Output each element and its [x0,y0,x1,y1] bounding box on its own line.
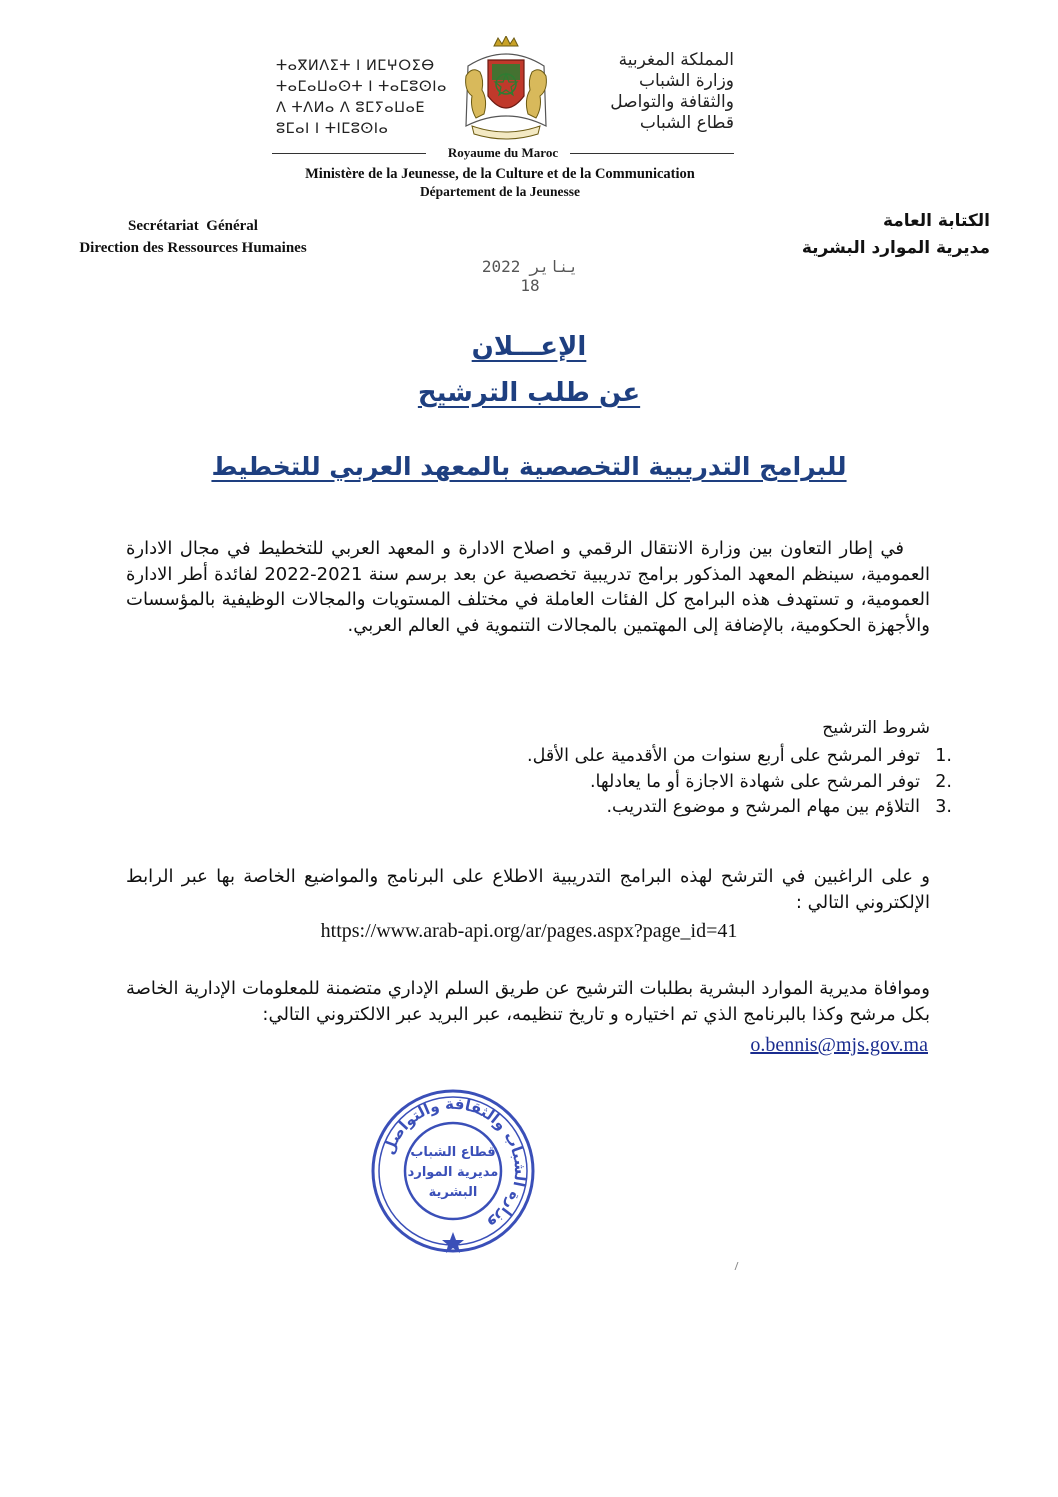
approval-paragraph: وموافاة مديرية الموارد البشرية بطلبات الترشيح عن طريق السلم الإداري متضمنة للمعلومات الإدارية الخاصة بكل مرشح وكذا بالبرنامج الذي تم اختياره و تاريخ تنظيمه، عبر البريد عبر الالكتروني التالي: [126,978,930,1025]
arabic-header-line: قطاع الشباب [639,113,734,133]
conditions-title: شروط الترشيح [822,718,930,738]
sender-arabic [770,208,990,262]
sender-arabic-line: مديرية الموارد البشرية [801,238,990,258]
divider-rule [570,153,734,154]
sender-french-line: Secrétariat Général [128,218,258,234]
intro-paragraph: في إطار التعاون بين وزارة الانتقال الرقمي و اصلاح الادارة و المعهد العربي للتخطيط في مجال الادارة العمومية، سينظم المعهد المذكور برامج تدريبية تخصصية عن بعد برسم سنة 2021-2022 لفائدة أطر الادارة العمومية، و تستهدف هذه البرامج كل الفئات العاملة في مختلف المستويات والمجالات الوظيفية بالمؤسسات والأجهزة الحكومية، بالإضافة إلى المهتمين بالمجالات التنموية في العالم العربي. [126,538,930,636]
scan-mark [735,1262,742,1270]
announcement-subtitle: عن طلب الترشيح [417,378,641,408]
tifinagh-header [276,56,466,140]
arabic-header-line: وزارة الشباب [638,71,734,91]
stamp-center-line: مديرية الموارد [407,1165,499,1180]
list-item [400,770,952,796]
tifinagh-line: ⵜⴰⵎⴰⵡⴰⵙⵜ ⵏ ⵜⴰⵎⵓⵙⵏⴰ [276,79,447,95]
program-url-link[interactable]: https://www.arab-api.org/ar/pages.aspx?page_id=41 [320,920,738,942]
stamp-center-line: البشرية [428,1185,478,1200]
royal-coat-of-arms-emblem [458,36,554,142]
apply-paragraph: و على الراغبين في الترشح لهذه البرامج التدريبية الاطلاع على البرنامج والمواضيع الخاصة بها عبر الرابط الإلكتروني التالي : [126,866,930,913]
royaume-label: Royaume du Maroc [447,145,559,160]
sender-arabic-line: الكتابة العامة [882,211,990,231]
announcement-title: الإعـــلان [471,332,587,362]
arabic-header-line: والثقافة والتواصل [610,92,734,112]
official-stamp [368,1086,538,1256]
stamp-ring-text: وزارة الشباب والثقافة والتواصل [379,1094,530,1234]
list-item-number: 3. [935,797,952,817]
list-item [400,795,952,821]
stamp-center-line: قطاع الشباب [410,1145,496,1160]
ministry-name: Ministère de la Jeunesse, de la Culture et de la Communication [305,166,695,182]
list-item [400,744,952,770]
list-item-number: 1. [935,746,952,766]
sender-french [33,215,353,259]
arabic-header [560,50,734,134]
arabic-header-line: المملكة المغربية [618,50,734,70]
date-stamp: 2022 يناير 18 [481,257,579,295]
tifinagh-line: ⵜⴰⴳⵍⴷⵉⵜ ⵏ ⵍⵎⵖⵔⵉⴱ [276,58,435,74]
conditions-list [400,744,952,821]
contact-email-link[interactable]: o.bennis@mjs.gov.ma [750,1034,928,1056]
sender-french-line: Direction des Ressources Humaines [79,240,307,256]
tifinagh-line: ⵓⵎⴰⵏ ⵏ ⵜⵏⵎⵓⵙⵏⴰ [276,121,389,137]
royaume-divider [272,145,734,161]
list-item-text: التلاؤم بين مهام المرشح و موضوع التدريب. [606,797,920,817]
list-item-text: توفر المرشح على شهادة الاجازة أو ما يعادلها. [589,771,920,792]
program-title: للبرامج التدريبية التخصصية بالمعهد العربي للتخطيط [211,452,847,481]
list-item-number: 2. [935,771,952,792]
tifinagh-line: ⴷ ⵜⴷⵍⴰ ⴷ ⵓⵎⵢⴰⵡⴰⴹ [276,100,426,116]
list-item-text: توفر المرشح على أربع سنوات من الأقدمية على الأقل. [527,746,920,766]
department-name: Département de la Jeunesse [419,184,581,199]
